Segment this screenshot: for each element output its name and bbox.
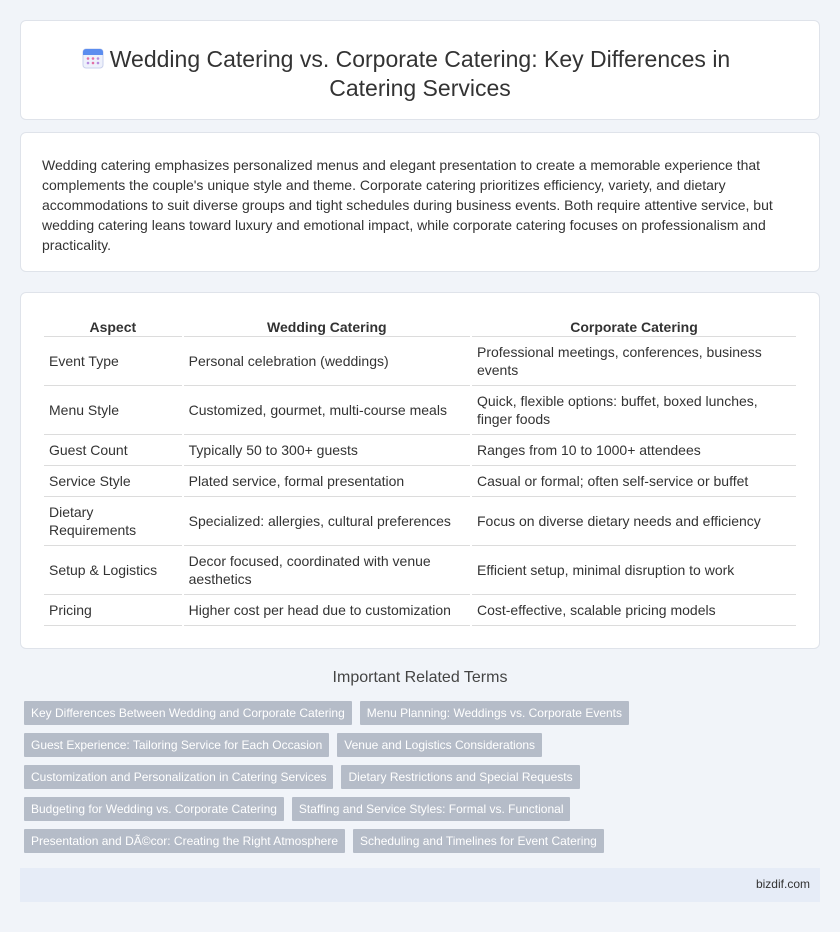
cell-corporate: Cost-effective, scalable pricing models xyxy=(472,595,796,626)
page-title: Wedding Catering vs. Corporate Catering: Key Differences in Catering Services xyxy=(109,46,731,101)
footer-site-link[interactable]: bizdif.com xyxy=(755,877,810,891)
related-terms-title: Important Related Terms xyxy=(332,669,508,686)
cell-aspect: Event Type xyxy=(44,337,182,386)
related-term-tag[interactable]: Guest Experience: Tailoring Service for Each Occasion xyxy=(24,733,329,757)
header-aspect: Aspect xyxy=(44,317,182,337)
cell-corporate: Quick, flexible options: buffet, boxed lunches, finger foods xyxy=(472,386,796,435)
related-term-tag[interactable]: Staffing and Service Styles: Formal vs. Functional xyxy=(292,797,571,821)
cell-corporate: Efficient setup, minimal disruption to work xyxy=(472,546,796,595)
intro-card xyxy=(20,132,820,272)
cell-corporate: Focus on diverse dietary needs and efficiency xyxy=(472,497,796,546)
related-term-tag[interactable]: Presentation and DÃ©cor: Creating the Right Atmosphere xyxy=(24,829,345,853)
cell-wedding: Decor focused, coordinated with venue aesthetics xyxy=(184,546,470,595)
cell-aspect: Dietary Requirements xyxy=(44,497,182,546)
table-row xyxy=(44,595,796,626)
table-row xyxy=(44,546,796,595)
header-corporate: Corporate Catering xyxy=(472,317,796,337)
cell-aspect: Pricing xyxy=(44,595,182,626)
table-row xyxy=(44,386,796,435)
related-term-tag[interactable]: Budgeting for Wedding vs. Corporate Catering xyxy=(24,797,284,821)
related-term-tag[interactable]: Menu Planning: Weddings vs. Corporate Events xyxy=(360,701,629,725)
table-row xyxy=(44,466,796,497)
cell-wedding: Specialized: allergies, cultural preferences xyxy=(184,497,470,546)
cell-wedding: Higher cost per head due to customization xyxy=(184,595,470,626)
footer xyxy=(20,868,820,902)
cell-aspect: Menu Style xyxy=(44,386,182,435)
cell-aspect: Guest Count xyxy=(44,435,182,466)
table-row xyxy=(44,497,796,546)
cell-wedding: Customized, gourmet, multi-course meals xyxy=(184,386,470,435)
comparison-table xyxy=(42,317,798,626)
cell-corporate: Professional meetings, conferences, business events xyxy=(472,337,796,386)
table-header-row xyxy=(44,317,796,337)
related-term-tag[interactable]: Scheduling and Timelines for Event Catering xyxy=(353,829,604,853)
intro-paragraph: Wedding catering emphasizes personalized menus and elegant presentation to create a memorable experience that complements the couple's unique style and theme. Corporate catering prioritizes efficiency, variety, and dietary accommodations to suit diverse groups and tight schedules during business events. Both require attentive service, but wedding catering leans toward luxury and emotional impact, while corporate catering focuses on professionalism and practicality. xyxy=(42,157,773,253)
table-row xyxy=(44,337,796,386)
cell-wedding: Personal celebration (weddings) xyxy=(184,337,470,386)
table-row xyxy=(44,435,796,466)
cell-aspect: Setup & Logistics xyxy=(44,546,182,595)
related-term-tag[interactable]: Customization and Personalization in Catering Services xyxy=(24,765,333,789)
cell-wedding: Typically 50 to 300+ guests xyxy=(184,435,470,466)
cell-corporate: Ranges from 10 to 1000+ attendees xyxy=(472,435,796,466)
comparison-card xyxy=(20,292,820,649)
cell-corporate: Casual or formal; often self-service or buffet xyxy=(472,466,796,497)
related-terms-list xyxy=(24,701,804,861)
related-term-tag[interactable]: Venue and Logistics Considerations xyxy=(337,733,542,757)
header-card xyxy=(20,20,820,120)
cell-wedding: Plated service, formal presentation xyxy=(184,466,470,497)
related-term-tag[interactable]: Key Differences Between Wedding and Corporate Catering xyxy=(24,701,352,725)
related-term-tag[interactable]: Dietary Restrictions and Special Requests xyxy=(341,765,579,789)
cell-aspect: Service Style xyxy=(44,466,182,497)
header-wedding: Wedding Catering xyxy=(184,317,470,337)
